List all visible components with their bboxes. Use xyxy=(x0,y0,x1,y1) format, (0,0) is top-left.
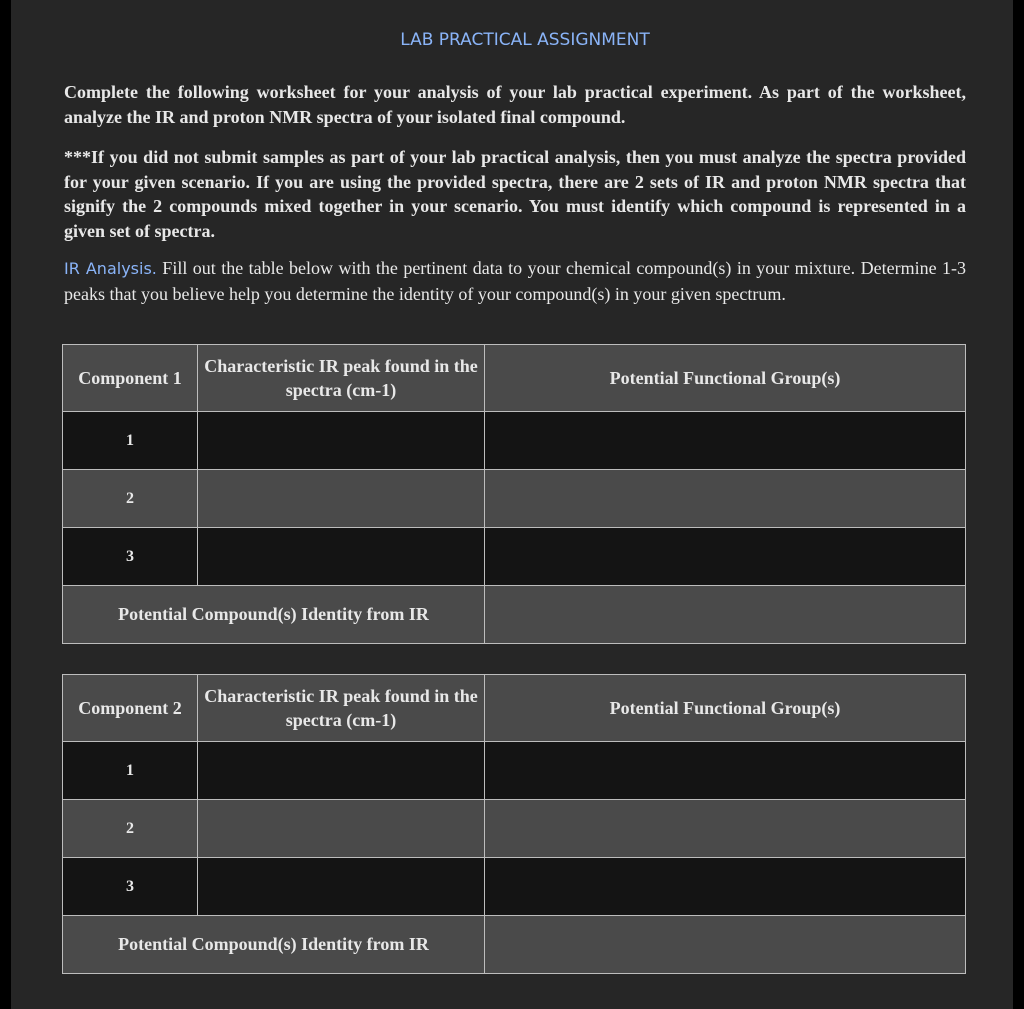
identity-label: Potential Compound(s) Identity from IR xyxy=(63,586,485,644)
page-title: LAB PRACTICAL ASSIGNMENT xyxy=(400,30,650,50)
identity-cell[interactable] xyxy=(485,586,966,644)
identity-row xyxy=(63,916,966,974)
table-row xyxy=(63,858,966,916)
peak-cell[interactable] xyxy=(198,412,485,470)
identity-label: Potential Compound(s) Identity from IR xyxy=(63,916,485,974)
ir-analysis-label: IR Analysis. xyxy=(64,259,157,278)
component-header: Component 2 xyxy=(63,675,198,742)
row-number: 1 xyxy=(63,412,198,470)
table-row xyxy=(63,800,966,858)
ir-analysis-paragraph xyxy=(64,256,966,306)
peak-header: Characteristic IR peak found in the spectra (cm-1) xyxy=(198,345,485,412)
table-header-row xyxy=(63,675,966,742)
row-number: 1 xyxy=(63,742,198,800)
row-number: 3 xyxy=(63,858,198,916)
peak-cell[interactable] xyxy=(198,528,485,586)
note-paragraph: ***If you did not submit samples as part of your lab practical analysis, then you must analyze the spectra provided for your given scenario. If you are using the provided spectra, there are 2 sets of IR and proton NMR spectra that signify the 2 compounds mixed together in your scenario. You must identify which compound is represented in a given set of spectra. xyxy=(64,147,966,241)
peak-cell[interactable] xyxy=(198,800,485,858)
table-row xyxy=(63,742,966,800)
row-number: 3 xyxy=(63,528,198,586)
functional-group-cell[interactable] xyxy=(485,528,966,586)
functional-group-cell[interactable] xyxy=(485,470,966,528)
worksheet-page xyxy=(11,0,1013,1009)
functional-group-cell[interactable] xyxy=(485,858,966,916)
ir-table-component-2 xyxy=(62,674,966,974)
ir-analysis-text: Fill out the table below with the pertinent data to your chemical compound(s) in your mixture. Determine 1-3 peaks that you believe help you determine the identity of your compound(s) in your given spectrum. xyxy=(64,258,966,304)
peak-cell[interactable] xyxy=(198,470,485,528)
row-number: 2 xyxy=(63,470,198,528)
table-row xyxy=(63,528,966,586)
identity-cell[interactable] xyxy=(485,916,966,974)
ir-table-component-1 xyxy=(62,344,966,644)
row-number: 2 xyxy=(63,800,198,858)
functional-group-cell[interactable] xyxy=(485,800,966,858)
table-header-row xyxy=(63,345,966,412)
identity-row xyxy=(63,586,966,644)
table-row xyxy=(63,412,966,470)
peak-cell[interactable] xyxy=(198,858,485,916)
component-header: Component 1 xyxy=(63,345,198,412)
peak-header: Characteristic IR peak found in the spectra (cm-1) xyxy=(198,675,485,742)
peak-cell[interactable] xyxy=(198,742,485,800)
functional-group-cell[interactable] xyxy=(485,412,966,470)
intro-paragraph: Complete the following worksheet for your analysis of your lab practical experiment. As part of the worksheet, analyze the IR and proton NMR spectra of your isolated final compound. xyxy=(64,82,966,127)
functional-group-cell[interactable] xyxy=(485,742,966,800)
table-row xyxy=(63,470,966,528)
functional-group-header: Potential Functional Group(s) xyxy=(485,675,966,742)
functional-group-header: Potential Functional Group(s) xyxy=(485,345,966,412)
